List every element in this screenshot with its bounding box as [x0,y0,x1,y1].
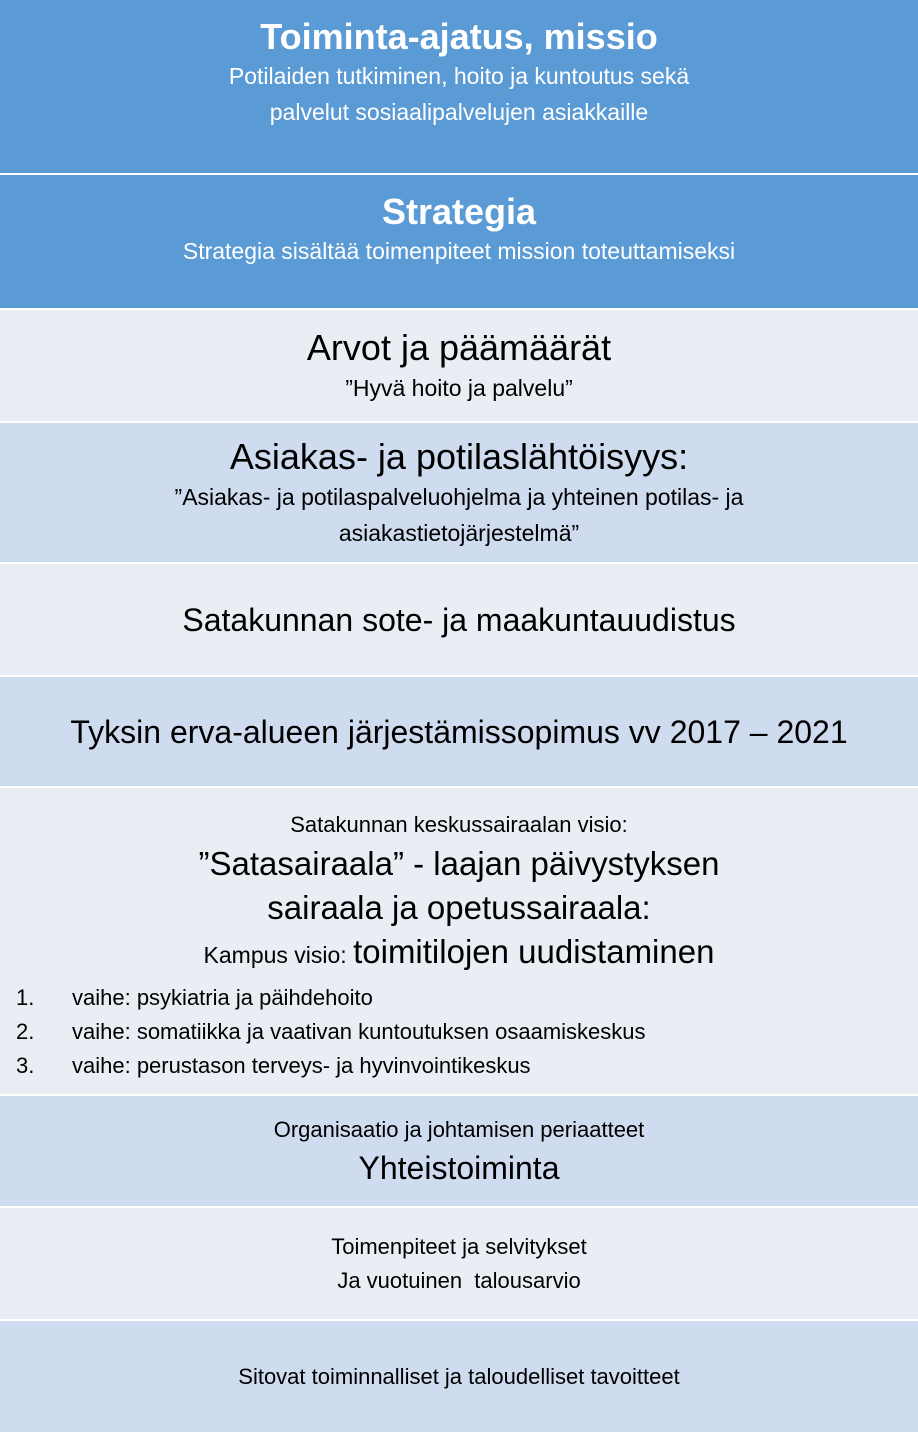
phase-text: vaihe: somatiikka ja vaativan kuntoutuksen osaamiskeskus [72,1019,646,1044]
goals-block [0,1321,918,1432]
vision-block [0,788,918,1096]
phase-item [16,1015,918,1049]
agreement-title: Tyksin erva-alueen järjestämissopimus vv 2017 – 2021 [70,713,848,750]
phase-list [0,981,918,1083]
strategy-text: Strategia sisältää toimenpiteet mission toteuttamiseksi [182,238,736,264]
values-text: ”Hyvä hoito ja palvelu” [345,374,573,401]
phase-number: 3. [16,1053,35,1078]
phase-item [16,981,918,1015]
vision-line1: ”Satasairaala” - laajan päivystyksen [198,845,720,882]
mission-block [0,0,918,175]
phase-text: vaihe: psykiatria ja päihdehoito [72,985,373,1010]
customer-title: Asiakas- ja potilaslähtöisyys: [229,435,689,477]
measures-line1: Toimenpiteet ja selvitykset [331,1233,587,1259]
mission-title: Toiminta-ajatus, missio [260,16,658,57]
measures-line2: Ja vuotuinen talousarvio [337,1267,581,1293]
kampus-vision [204,930,715,977]
strategy-block [0,175,918,310]
vision-line2: sairaala ja opetussairaala: [267,889,651,926]
customer-block [0,423,918,564]
customer-text-line1: ”Asiakas- ja potilaspalveluohjelma ja yhteinen potilas- ja [174,483,744,510]
goals-title: Sitovat toiminnalliset ja taloudelliset tavoitteet [238,1363,680,1389]
phase-number: 1. [16,985,35,1010]
strategy-title: Strategia [381,191,537,232]
agreement-block [0,677,918,788]
kampus-text: toimitilojen uudistaminen [353,933,715,970]
mission-text-line2: palvelut sosiaalipalvelujen asiakkaille [269,99,649,125]
mission-text-line1: Potilaiden tutkiminen, hoito ja kuntoutus sekä [228,63,690,89]
phase-text: vaihe: perustason terveys- ja hyvinvointikeskus [72,1053,531,1078]
organization-title: Yhteistoiminta [358,1150,560,1186]
customer-text-line2: asiakastietojärjestelmä” [338,519,580,546]
reform-block [0,564,918,677]
kampus-label: Kampus visio: [203,942,347,968]
reform-title: Satakunnan sote- ja maakuntauudistus [182,601,736,638]
phase-item [16,1049,918,1083]
organization-block [0,1096,918,1208]
values-title: Arvot ja päämäärät [306,326,612,368]
values-block [0,310,918,423]
measures-block [0,1208,918,1321]
vision-intro: Satakunnan keskussairaalan visio: [290,812,628,837]
phase-number: 2. [16,1019,35,1044]
organization-intro: Organisaatio ja johtamisen periaatteet [273,1117,645,1142]
